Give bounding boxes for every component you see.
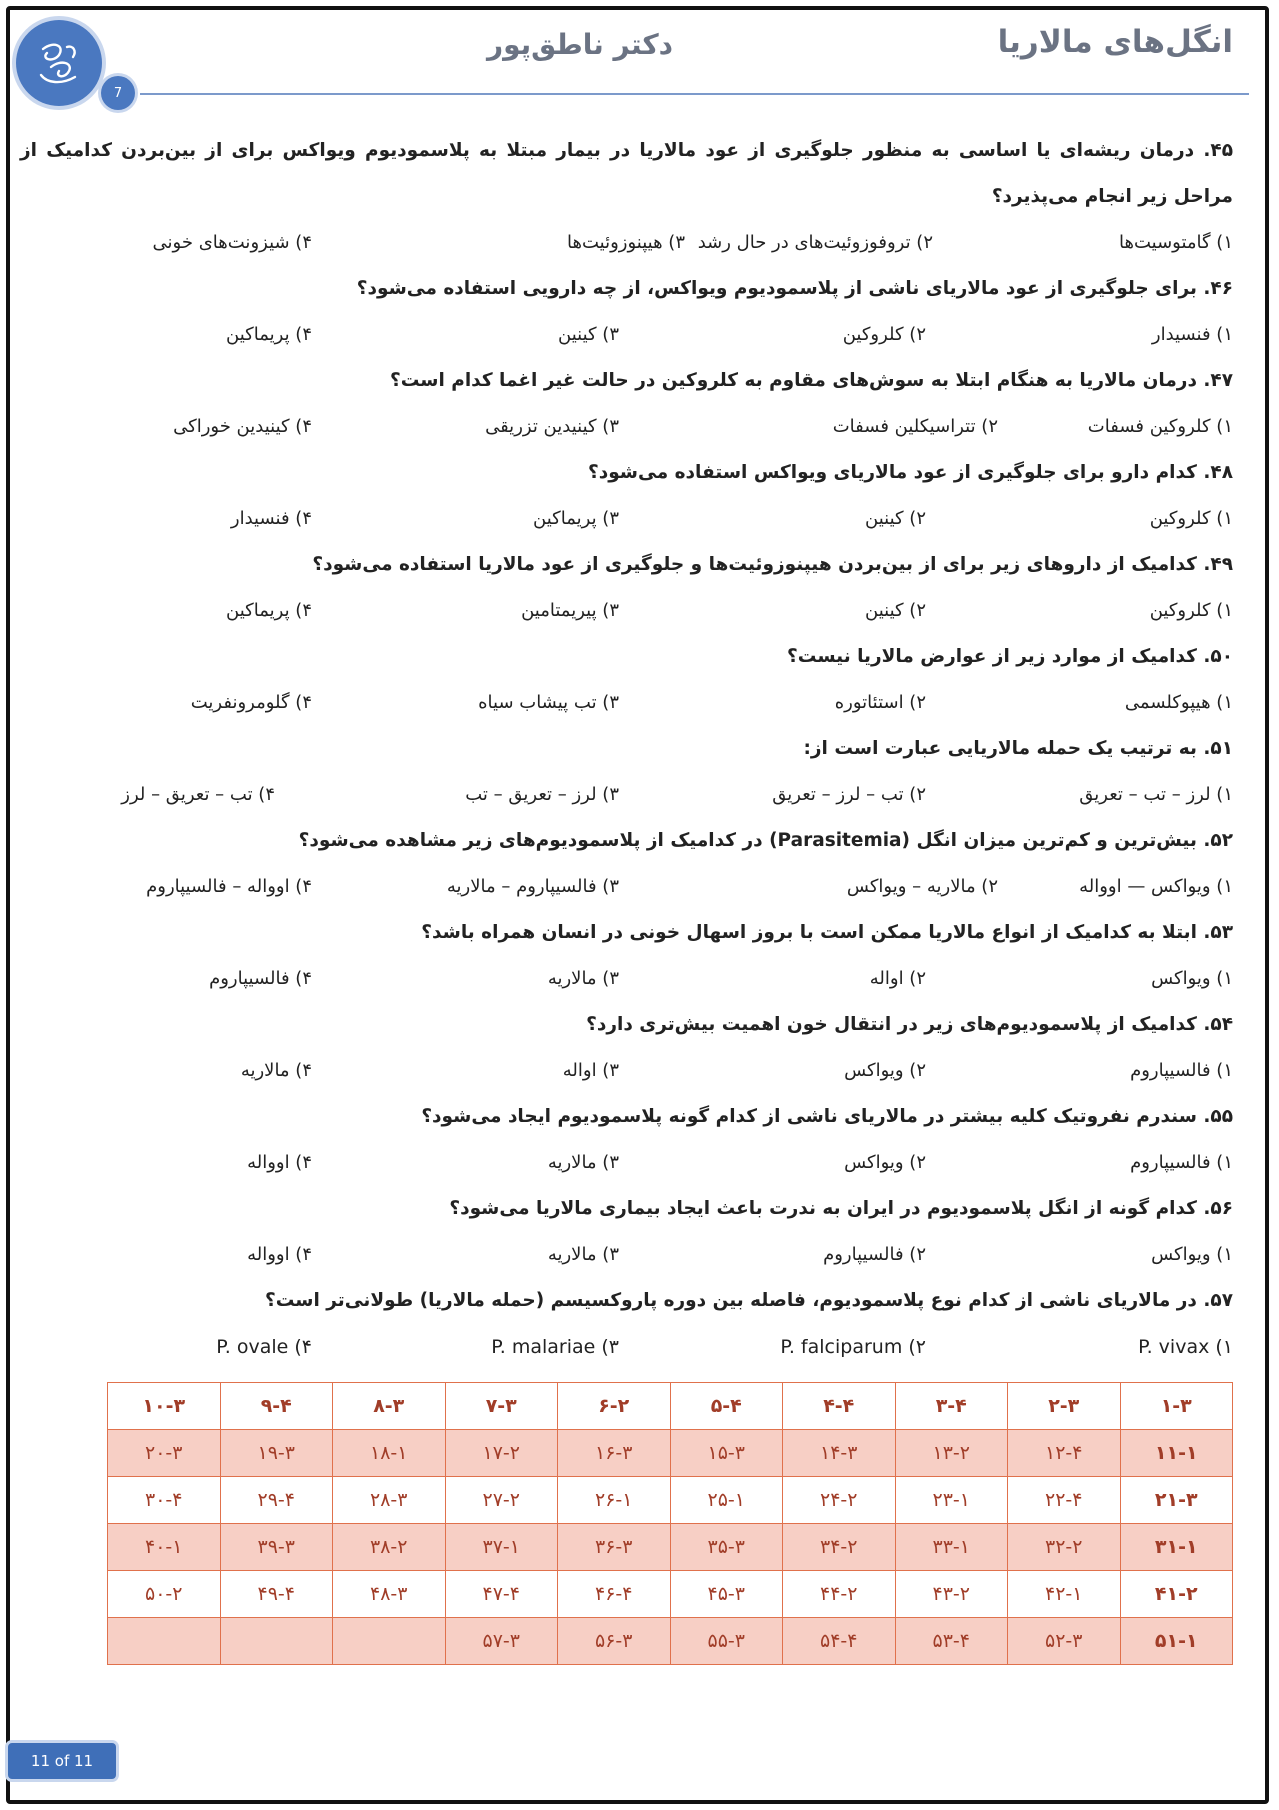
question-item (20, 910, 1233, 1002)
option-1: ۱) ویواکس (1151, 968, 1233, 989)
question-list (20, 128, 1233, 1370)
answer-cell: ۲۴-۲ (783, 1477, 896, 1524)
option-row (20, 1324, 1233, 1370)
question-text: ۴۷. درمان مالاریا به هنگام ابتلا به سوش‌های مقاوم به کلروکین در حالت غیر اغما کدام است؟ (389, 370, 1233, 391)
question-text: ۵۰. کدامیک از موارد زیر از عوارض مالاریا نیست؟ (787, 646, 1233, 667)
question-item (20, 634, 1233, 726)
answer-cell: ۳۲-۲ (1008, 1524, 1121, 1571)
page-number-badge: 7 (101, 76, 135, 110)
answer-cell: ۴۲-۱ (1008, 1571, 1121, 1618)
answer-cell: ۷-۳ (445, 1383, 558, 1430)
option-4: ۴) فنسیدار (230, 508, 312, 529)
answer-cell: ۳-۴ (895, 1383, 1008, 1430)
answer-cell: ۲۶-۱ (558, 1477, 671, 1524)
answer-cell: ۶-۲ (558, 1383, 671, 1430)
question-text: ۴۵. درمان ریشه‌ای یا اساسی به منظور جلوگیری از عود مالاریا در بیمار مبتلا به پلاسمودیوم ویواکس برای از بین‌بردن کدامیک از مراحل زیر انجام می‌پذیرد؟ (20, 140, 1233, 207)
option-3: ۳) کینیدین تزریقی (485, 416, 619, 437)
option-2: ۲) ویواکس (844, 1060, 926, 1081)
answer-cell: ۵-۴ (670, 1383, 783, 1430)
option-4: ۴) شیزونت‌های خونی (152, 232, 312, 253)
table-row (108, 1477, 1233, 1524)
question-item (20, 818, 1233, 910)
option-4: ۴) اوواله (247, 1152, 312, 1173)
option-1: ۱) کلروکین (1149, 508, 1233, 529)
question-item (20, 1278, 1233, 1370)
answer-cell (220, 1618, 333, 1665)
option-2: ۲) تتراسیکلین فسفات (832, 416, 998, 437)
option-row (20, 496, 1233, 542)
question-item (20, 1186, 1233, 1278)
answer-cell: ۳۶-۳ (558, 1524, 671, 1571)
answer-cell: ۵۲-۳ (1008, 1618, 1121, 1665)
answer-cell: ۱۹-۳ (220, 1430, 333, 1477)
answer-cell: ۵۰-۲ (108, 1571, 221, 1618)
option-row (20, 1048, 1233, 1094)
option-row (20, 1232, 1233, 1278)
question-text: ۵۵. سندرم نفروتیک کلیه بیشتر در مالاریای ناشی از کدام گونه پلاسمودیوم ایجاد می‌شود؟ (421, 1106, 1233, 1127)
option-1: P. vivax (۱ (1138, 1336, 1233, 1358)
option-1: ۱) ویواکس — اوواله (1079, 876, 1233, 897)
option-3: ۳) پریماکین (533, 508, 619, 529)
option-row (20, 864, 1233, 910)
option-2: P. falciparum (۲ (780, 1336, 926, 1358)
option-4: ۴) اوواله – فالسیپاروم (146, 876, 312, 897)
answer-cell: ۴۱-۲ (1120, 1571, 1233, 1618)
option-1: ۱) گامتوسیت‌ها (1118, 232, 1233, 253)
question-text: ۵۱. به ترتیب یک حمله مالاریایی عبارت است از: (803, 738, 1233, 759)
page-header (0, 0, 1279, 110)
option-1: ۱) هیپوکلسمی (1124, 692, 1233, 713)
answer-cell: ۳۸-۲ (333, 1524, 446, 1571)
question-text: ۵۷. در مالاریای ناشی از کدام نوع پلاسمودیوم، فاصله بین دوره پاروکسیسم (حمله مالاریا) طولانی‌تر است؟ (264, 1290, 1233, 1311)
option-3: ۳) اواله (562, 1060, 619, 1081)
question-text: ۴۶. برای جلوگیری از عود مالاریای ناشی از پلاسمودیوم ویواکس، از چه دارویی استفاده می‌شود؟ (356, 278, 1233, 299)
table-row (108, 1571, 1233, 1618)
option-row (20, 956, 1233, 1002)
question-item (20, 726, 1233, 818)
answer-cell: ۲۱-۳ (1120, 1477, 1233, 1524)
question-item (20, 266, 1233, 358)
answer-cell: ۱۱-۱ (1120, 1430, 1233, 1477)
answer-cell: ۲۷-۲ (445, 1477, 558, 1524)
answer-cell: ۴۳-۲ (895, 1571, 1008, 1618)
option-row (20, 312, 1233, 358)
answer-cell: ۵۵-۳ (670, 1618, 783, 1665)
answer-cell: ۱۶-۳ (558, 1430, 671, 1477)
option-2: ۲) استئاتوره (834, 692, 926, 713)
answer-cell: ۵۷-۳ (445, 1618, 558, 1665)
question-text: ۵۴. کدامیک از پلاسمودیوم‌های زیر در انتقال خون اهمیت بیش‌تری دارد؟ (586, 1014, 1233, 1035)
option-row (20, 772, 1233, 818)
answer-cell: ۹-۴ (220, 1383, 333, 1430)
question-text: ۵۶. کدام گونه از انگل پلاسمودیوم در ایران به ندرت باعث ایجاد بیماری مالاریا می‌شود؟ (449, 1198, 1233, 1219)
answer-cell: ۳۳-۱ (895, 1524, 1008, 1571)
option-row (20, 404, 1233, 450)
answer-key-table (107, 1382, 1233, 1665)
answer-cell: ۲-۳ (1008, 1383, 1121, 1430)
answer-cell: ۴۶-۴ (558, 1571, 671, 1618)
option-3: ۳) هیپنوزوئیت‌ها (567, 232, 685, 253)
option-2: ۲) فالسیپاروم (823, 1244, 926, 1265)
option-3: ۳) تب پیشاب سیاه (478, 692, 619, 713)
answer-cell: ۵۴-۴ (783, 1618, 896, 1665)
option-3: ۳) لرز – تعریق – تب (465, 784, 619, 805)
answer-cell: ۲۹-۴ (220, 1477, 333, 1524)
option-4: P. ovale (۴ (216, 1336, 312, 1358)
answer-cell: ۴۸-۳ (333, 1571, 446, 1618)
option-3: ۳) کینین (558, 324, 619, 345)
option-4: ۴) کینیدین خوراکی (173, 416, 312, 437)
option-3: ۳) مالاریه (547, 1244, 619, 1265)
option-2: ۲) تروفوزوئیت‌های در حال رشد (697, 232, 933, 253)
option-3: ۳) مالاریه (547, 968, 619, 989)
option-row (20, 588, 1233, 634)
question-item (20, 450, 1233, 542)
option-1: ۱) کلروکین (1149, 600, 1233, 621)
answer-cell: ۴۵-۳ (670, 1571, 783, 1618)
question-text: ۴۹. کدامیک از داروهای زیر برای از بین‌بردن هیپنوزوئیت‌ها و جلوگیری از عود مالاریا استفاده می‌شود؟ (312, 554, 1233, 575)
option-1: ۱) کلروکین فسفات (1087, 416, 1233, 437)
option-3: ۳) فالسیپاروم – مالاریه (446, 876, 619, 897)
answer-cell: ۱۸-۱ (333, 1430, 446, 1477)
answer-cell: ۲۸-۳ (333, 1477, 446, 1524)
question-item (20, 1002, 1233, 1094)
option-4: ۴) فالسیپاروم (209, 968, 312, 989)
answer-cell: ۴۰-۱ (108, 1524, 221, 1571)
answer-cell: ۴-۴ (783, 1383, 896, 1430)
answer-cell: ۳۵-۳ (670, 1524, 783, 1571)
option-2: ۲) کینین (865, 508, 926, 529)
answer-cell: ۱۳-۲ (895, 1430, 1008, 1477)
option-2: ۲) ویواکس (844, 1152, 926, 1173)
option-4: ۴) پریماکین (226, 600, 312, 621)
answer-cell: ۲۵-۱ (670, 1477, 783, 1524)
table-row (108, 1430, 1233, 1477)
question-text: ۴۸. کدام دارو برای جلوگیری از عود مالاریای ویواکس استفاده می‌شود؟ (587, 462, 1233, 483)
option-3: ۳) پیریمتامین (521, 600, 619, 621)
answer-cell: ۲۲-۴ (1008, 1477, 1121, 1524)
question-item (20, 358, 1233, 450)
answer-cell: ۴۴-۲ (783, 1571, 896, 1618)
header-divider (140, 93, 1249, 95)
answer-cell: ۵۱-۱ (1120, 1618, 1233, 1665)
option-1: ۱) فنسیدار (1151, 324, 1233, 345)
option-2: ۲) اواله (869, 968, 926, 989)
chapter-title: انگل‌های مالاریا (997, 24, 1233, 60)
answer-cell: ۸-۳ (333, 1383, 446, 1430)
option-4: ۴) اوواله (247, 1244, 312, 1265)
option-1: ۱) فالسیپاروم (1130, 1152, 1233, 1173)
question-item (20, 542, 1233, 634)
answer-cell: ۲۰-۳ (108, 1430, 221, 1477)
answer-cell: ۳۴-۲ (783, 1524, 896, 1571)
answer-cell: ۳۷-۱ (445, 1524, 558, 1571)
option-1: ۱) لرز – تب – تعریق (1079, 784, 1233, 805)
option-row (20, 680, 1233, 726)
answer-cell: ۳۱-۱ (1120, 1524, 1233, 1571)
option-2: ۲) کینین (865, 600, 926, 621)
answer-cell: ۱۴-۳ (783, 1430, 896, 1477)
option-row (20, 220, 1233, 266)
option-2: ۲) تب – لرز – تعریق (772, 784, 926, 805)
option-2: ۲) کلروکین (842, 324, 926, 345)
option-1: ۱) ویواکس (1151, 1244, 1233, 1265)
answer-cell: ۴۹-۴ (220, 1571, 333, 1618)
answer-cell: ۵۶-۳ (558, 1618, 671, 1665)
answer-cell: ۱۰-۳ (108, 1383, 221, 1430)
option-1: ۱) فالسیپاروم (1130, 1060, 1233, 1081)
question-text: ۵۲. بیش‌ترین و کم‌ترین میزان انگل (Parasitemia) در کدامیک از پلاسمودیوم‌های زیر مشاهده می‌شود؟ (298, 830, 1233, 851)
question-text: ۵۳. ابتلا به کدامیک از انواع مالاریا ممکن است با بروز اسهال خونی در انسان همراه باشد؟ (421, 922, 1233, 943)
answer-cell: ۳۹-۳ (220, 1524, 333, 1571)
option-4: ۴) مالاریه (240, 1060, 312, 1081)
option-4: ۴) تب – تعریق – لرز (121, 784, 275, 805)
option-4: ۴) گلومرونفریت (190, 692, 312, 713)
question-item (20, 1094, 1233, 1186)
option-3: P. malariae (۳ (491, 1336, 619, 1358)
answer-cell: ۱۲-۴ (1008, 1430, 1121, 1477)
author-name: دکتر ناطق‌پور (486, 28, 674, 61)
answer-cell (108, 1618, 221, 1665)
question-item (20, 128, 1233, 266)
answer-cell: ۴۷-۴ (445, 1571, 558, 1618)
answer-cell: ۲۳-۱ (895, 1477, 1008, 1524)
table-row (108, 1524, 1233, 1571)
answer-cell (333, 1618, 446, 1665)
page-indicator: 11 of 11 (8, 1743, 116, 1779)
option-4: ۴) پریماکین (226, 324, 312, 345)
option-row (20, 1140, 1233, 1186)
answer-cell: ۱۷-۲ (445, 1430, 558, 1477)
logo-icon (16, 20, 102, 106)
option-2: ۲) مالاریه – ویواکس (846, 876, 998, 897)
answer-cell: ۱۵-۳ (670, 1430, 783, 1477)
option-3: ۳) مالاریه (547, 1152, 619, 1173)
table-row (108, 1383, 1233, 1430)
table-row (108, 1618, 1233, 1665)
answer-cell: ۳۰-۴ (108, 1477, 221, 1524)
answer-cell: ۱-۳ (1120, 1383, 1233, 1430)
answer-cell: ۵۳-۴ (895, 1618, 1008, 1665)
